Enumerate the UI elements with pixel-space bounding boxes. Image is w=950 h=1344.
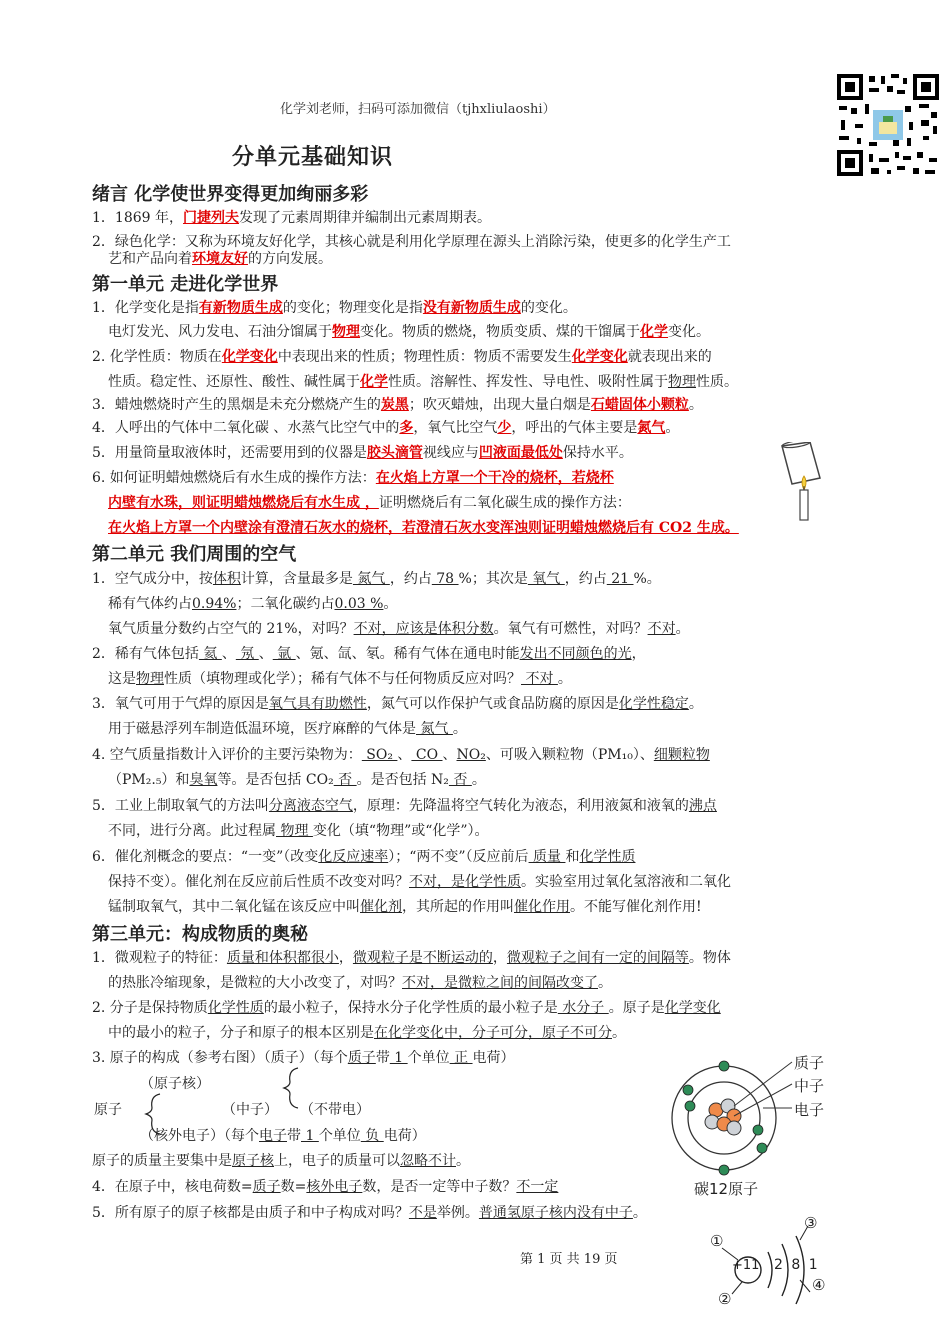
text-line: 1．空气成分中，按体积计算，含量最多是 氮气 ，约占 78 %；其次是 氧气 ，约占 21 %。	[92, 571, 661, 587]
text-line: 5．用量筒量取液体时，还需要用到的仪器是胶头滴管视线应与凹液面最低处保持水平。	[92, 445, 633, 461]
text-line: 性质。稳定性、还原性、酸性、碱性属于化学性质。溶解性、挥发性、导电性、吸附性属于物理性质。	[108, 374, 738, 390]
section-u2-heading: 第二单元 我们周围的空气	[92, 544, 297, 565]
text-line: 4. 空气质量指数计入评价的主要污染物为： SO₂ 、 CO 、NO₂、可吸入颗粒物（PM₁₀）、细颗粒物	[92, 747, 710, 763]
text-line: 5．所有原子的原子核都是由质子和中子构成对吗？不是举例。普通氢原子核内没有中子。	[92, 1205, 647, 1221]
text-line: 2. 分子是保持物质化学性质的最小粒子，保持水分子化学性质的最小粒子是 水分子 。原子是化学变化	[92, 1000, 721, 1016]
page-title: 分单元基础知识	[232, 145, 394, 170]
text-line: 氧气质量分数约占空气的 21%，对吗？不对，应该是体积分数。氧气有可燃性，对吗？不对。	[108, 621, 690, 637]
text-line: 1．1869 年，门捷列夫发现了元素周期律并编制出元素周期表。	[92, 210, 491, 226]
section-u3-heading: 第三单元：构成物质的奥秘	[92, 924, 308, 945]
text-line: 保持不变）。催化剂在反应前后性质不改变对吗？不对，是化学性质。实验室用过氧化氢溶液和二氧化	[108, 874, 731, 890]
text-line: 4．人呼出的气体中二氧化碳 、水蒸气比空气中的多，氧气比空气少，呼出的气体主要是氮气。	[92, 420, 680, 436]
marker-2: ②	[718, 1290, 732, 1308]
text-line: 不同，进行分离。此过程属 物理 变化（填“物理”或“化学”）。	[108, 823, 489, 839]
text-line: 6. 如何证明蜡烛燃烧后有水生成的操作方法：在火焰上方罩一个干冷的烧杯，若烧杯	[92, 470, 614, 486]
sodium-nucleus: +11	[732, 1258, 760, 1273]
beaker-over-candle-illustration	[776, 442, 828, 526]
text-line: 5．工业上制取氧气的方法叫分离液态空气，原理：先降温将空气转化为液态，利用液氮和液氧的沸点	[92, 798, 717, 814]
text-line: 2．绿色化学：又称为环境友好化学，其核心就是利用化学原理在源头上消除污染，使更多的化学生产工	[92, 234, 731, 250]
marker-3: ③	[804, 1214, 818, 1232]
text-line: （PM₂.₅）和臭氧等。是否包括 CO₂ 否 。是否包括 N₂ 否 。	[108, 772, 486, 788]
atom-label-electron: 电子	[794, 1101, 825, 1119]
atom-label-neutron: 中子	[794, 1077, 825, 1095]
section-intro-heading: 绪言 化学使世界变得更加绚丽多彩	[92, 184, 369, 205]
text-line: 原子	[94, 1102, 122, 1118]
header-note: 化学刘老师，扫码可添加微信（tjhxliulaoshi）	[280, 102, 556, 117]
text-line: 这是物理性质（填物理或化学）；稀有气体不与任何物质反应对吗？ 不对 。	[108, 671, 572, 687]
text-line: 中的最小的粒子，分子和原子的根本区别是在化学变化中，分子可分，原子不可分。	[108, 1025, 626, 1041]
marker-1: ①	[710, 1232, 724, 1250]
text-line: 内壁有水珠，则证明蜡烛燃烧后有水生成 ，证明燃烧后有二氧化碳生成的操作方法：	[108, 495, 631, 511]
atom-caption: 碳12原子	[694, 1180, 759, 1198]
text-line: 4．在原子中，核电荷数=质子数=核外电子数，是否一定等中子数？不一定	[92, 1179, 559, 1195]
text-line: 3. 原子的构成（参考右图）（质子）（每个质子带 1 个单位 正 电荷）	[92, 1050, 515, 1066]
text-line: 3．氧气可用于气焊的原因是氧气具有助燃性，氮气可以作保护气或食品防腐的原因是化学性稳定。	[92, 696, 703, 712]
text-line: （核外电子）（每个电子带 1 个单位 负 电荷）	[140, 1128, 426, 1144]
section-u1-heading: 第一单元 走进化学世界	[92, 274, 279, 295]
atom-label-proton: 质子	[794, 1054, 825, 1072]
text-line: （不带电）	[300, 1102, 370, 1118]
text-line: 1．微观粒子的特征：质量和体积都很小，微观粒子是不断运动的，微观粒子之间有一定的间隔等。物体	[92, 950, 731, 966]
text-line: （中子）	[222, 1102, 278, 1118]
page-footer: 第 1 页 共 19 页	[520, 1252, 618, 1267]
marker-4: ④	[812, 1276, 826, 1294]
text-line: 锰制取氧气，其中二氧化锰在该反应中叫催化剂，其所起的作用叫催化作用。不能写催化剂作用!	[108, 899, 702, 915]
qr-code	[835, 72, 941, 178]
text-line: 原子的质量主要集中是原子核上，电子的质量可以忽略不计。	[92, 1153, 470, 1169]
text-line: 2．稀有气体包括 氦 、 氖 、 氩 、氪、氙、氡。稀有气体在通电时能发出不同颜色的光，	[92, 646, 646, 662]
text-line: 电灯发光、风力发电、石油分馏属于物理变化。物质的燃烧，物质变质、煤的干馏属于化学变化。	[108, 324, 710, 340]
text-line: 1．化学变化是指有新物质生成的变化；物理变化是指没有新物质生成的变化。	[92, 300, 577, 316]
text-line: 2. 化学性质：物质在化学变化中表现出来的性质；物理性质：物质不需要发生化学变化就表现出来的	[92, 349, 712, 365]
text-line: （原子核）	[140, 1076, 210, 1092]
text-line: 3．蜡烛燃烧时产生的黑烟是未充分燃烧产生的炭黑；吹灭蜡烛，出现大量白烟是石蜡固体小颗粒。	[92, 397, 703, 413]
text-line: 的热胀冷缩现象，是微粒的大小改变了，对吗？不对，是微粒之间的间隔改变了。	[108, 975, 612, 991]
text-line: 在火焰上方罩一个内壁涂有澄清石灰水的烧杯，若澄清石灰水变浑浊则证明蜡烛燃烧后有 CO2 生成。	[108, 520, 739, 536]
text-line: 稀有气体约占0.94%；二氧化碳约占0.03 %。	[108, 596, 398, 612]
text-line: 6．催化剂概念的要点：“一变”（改变化反应速率）；“两不变”（反应前后 质量 和化学性质	[92, 849, 636, 865]
sodium-shells: 2 8 1	[774, 1257, 820, 1273]
text-line: 用于磁悬浮列车制造低温环境，医疗麻醉的气体是 氮气 。	[108, 721, 467, 737]
text-line: 艺和产品向着环境友好的方向发展。	[108, 251, 332, 267]
